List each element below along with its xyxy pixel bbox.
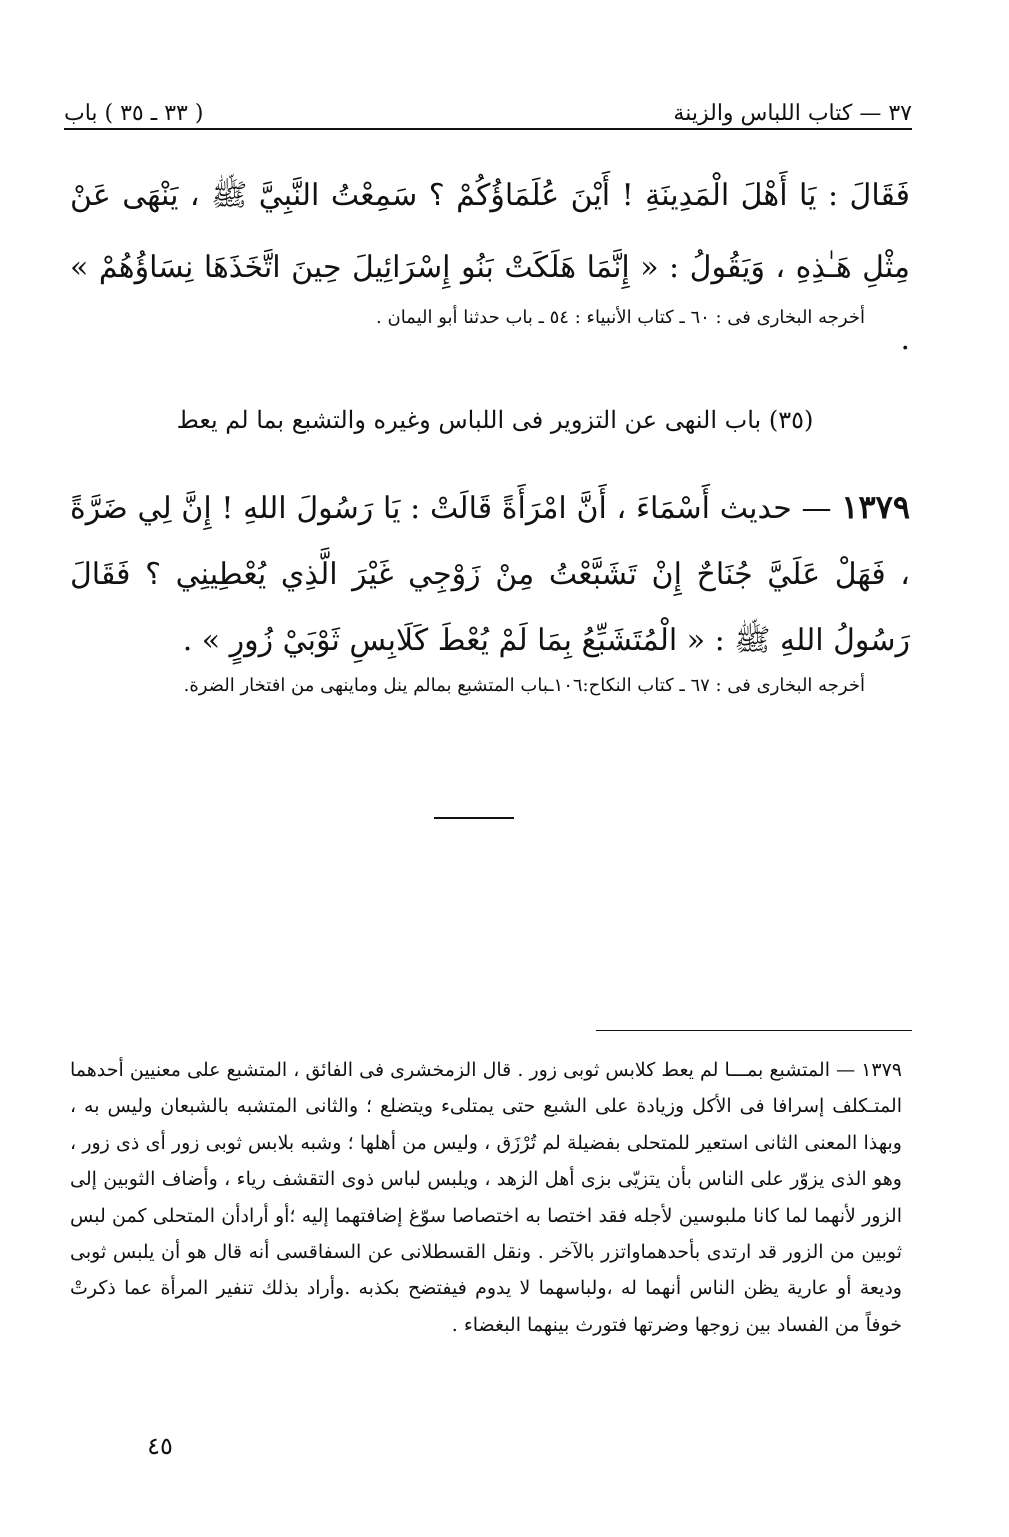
header-chapter-title: ٣٧ — كتاب اللباس والزينة [673, 101, 912, 126]
header-rule [64, 128, 912, 130]
running-header [64, 86, 912, 126]
hadith-text: — حديث أَسْمَاءَ ، أَنَّ امْرَأَةً قَالَتْ : يَا رَسُولَ اللهِ ! إِنَّ لِي ضَرَّةً ، فَهَلْ عَلَيَّ جُنَاحٌ إِنْ تَشَبَّعْتُ مِنْ زَوْجِي غَيْرَ الَّذِي يُعْطِينِي ؟ فَقَالَ رَسُولُ اللهِ ﷺ : « الْمُتَشَبِّعُ بِمَا لَمْ يُعْطَ كَلَابِسِ ثَوْبَيْ زُورٍ » . [70, 491, 910, 658]
footnote: ١٣٧٩ — المتشبع بمـــا لم يعط كلابس ثوبى زور . قال الزمخشرى فى الفائق ، المتشبع على معنيين أحدهما المتـكلف إسرافا فى الأكل وزيادة على الشبع حتى يمتلىء ويتضلع ؛ والثانى المتشبه بالشبعان وليس به ، وبهذا المعنى الثانى استعير للمتحلى بفضيلة لم تُرْزَق ، وليس من أهلها ؛ وشبه بلابس ثوبى زور أى ذى زور ، وهو الذى يزوّر على الناس بأن يتزيّى بزى أهل الزهد ، ويلبس لباس ذوى التقشف رياء ، وأضاف الثوبين إلى الزور لأنهما لما كانا ملبوسين لأجله فقد اختصا به اختصاصا سوّغ إضافتهما إليه ؛أو أرادأن المتحلى كمن لبس ثوبين من الزور قد ارتدى بأحدهماواتزر بالآخر . ونقل القسطلانى عن السفاقسى أنه قال هو أن يلبس ثوبى وديعة أو عارية يظن الناس أنهما له ،ولباسهما لا يدوم فيفتضح بكذبه .وأراد بذلك تنفير المرأة عما ذكرتْ خوفاً من الفساد بين زوجها وضرتها فتورث بينهما البغضاء . [70, 1059, 902, 1336]
source-reference-1: أخرجه البخارى فى : ٦٠ ـ كتاب الأنبياء : ٥٤ ـ باب حدثنا أبو اليمان . [376, 307, 865, 328]
page-number: ٤٥ [147, 1432, 173, 1460]
section-divider [434, 817, 514, 819]
chapter-heading: (٣٥) باب النهى عن التزوير فى اللباس وغيره والتشبع بما لم يعط [176, 406, 814, 434]
hadith-1-continuation: فَقَالَ : يَا أَهْلَ الْمَدِينَةِ ! أَيْنَ عُلَمَاؤُكُمْ ؟ سَمِعْتُ النَّبِيَّ ﷺ ، يَنْهَى عَنْ مِثْلِ هَـٰذِهِ ، وَيَقُولُ : « إِنَّمَا هَلَكَتْ بَنُو إِسْرَائِيلَ حِينَ اتَّخَذَهَا نِسَاؤُهُمْ » . [70, 178, 910, 357]
hadith-1379 [70, 474, 910, 674]
footnote-rule [596, 1030, 912, 1031]
hadith-number: ١٣٧٩ [841, 488, 910, 526]
header-section-range: ( ٣٣ ـ ٣٥ ) باب [64, 101, 204, 126]
source-reference-2: أخرجه البخارى فى : ٦٧ ـ كتاب النكاح:١٠٦ـباب المتشبع بمالم ينل وماينهى من افتخار الضرة. [183, 675, 865, 696]
